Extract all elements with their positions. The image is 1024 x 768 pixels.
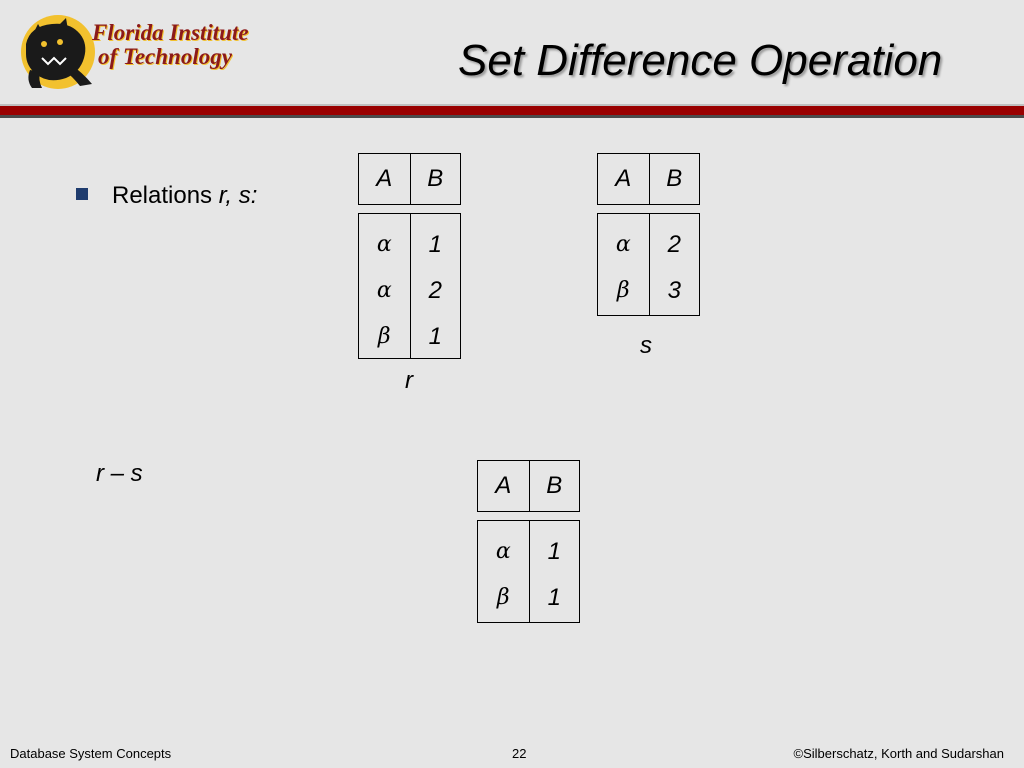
cell-value: 1 — [428, 231, 442, 258]
cell-value: α — [615, 232, 631, 257]
column-header: B — [427, 165, 444, 192]
bullet-square-icon — [76, 188, 88, 200]
relation-s-label: s — [640, 332, 652, 359]
logo-text-line2: of Technology — [98, 44, 232, 69]
column-header: B — [546, 472, 563, 499]
cell-value: α — [376, 278, 392, 303]
cell-value: 2 — [428, 277, 442, 304]
cell-value: 3 — [667, 277, 681, 304]
fit-logo — [18, 14, 254, 90]
cell-value: β — [496, 585, 510, 610]
cell-value: β — [616, 278, 630, 303]
footer-copyright: ©Silberschatz, Korth and Sudarshan — [793, 746, 1004, 761]
cell-value: 1 — [547, 538, 561, 565]
bullet-relations — [76, 182, 257, 210]
column-header: A — [376, 165, 393, 192]
footer-course: Database System Concepts — [10, 746, 172, 761]
bullet-text: Relations — [112, 182, 219, 209]
column-header: A — [615, 165, 632, 192]
cell-value: α — [376, 232, 392, 257]
result-header — [477, 460, 580, 512]
result-body — [477, 520, 580, 623]
bullet-vars: r, s: — [218, 182, 258, 209]
difference-expression: r – s — [96, 460, 143, 487]
footer-page-number: 22 — [512, 746, 527, 761]
cell-value: 1 — [547, 584, 561, 611]
relation-r-header — [358, 153, 461, 205]
relation-r-body — [358, 213, 461, 359]
slide-title: Set Difference Operation — [458, 36, 943, 85]
cell-value: 2 — [667, 231, 681, 258]
logo-text-line1: Florida Institute — [92, 20, 249, 45]
cell-value: β — [377, 324, 391, 349]
cell-value: α — [495, 539, 511, 564]
column-header: B — [666, 165, 683, 192]
cell-value: 1 — [428, 323, 442, 350]
relation-r-label: r — [405, 367, 413, 394]
relation-s-header — [597, 153, 700, 205]
title-divider — [0, 104, 1024, 118]
column-header: A — [495, 472, 512, 499]
relation-s-body — [597, 213, 700, 316]
